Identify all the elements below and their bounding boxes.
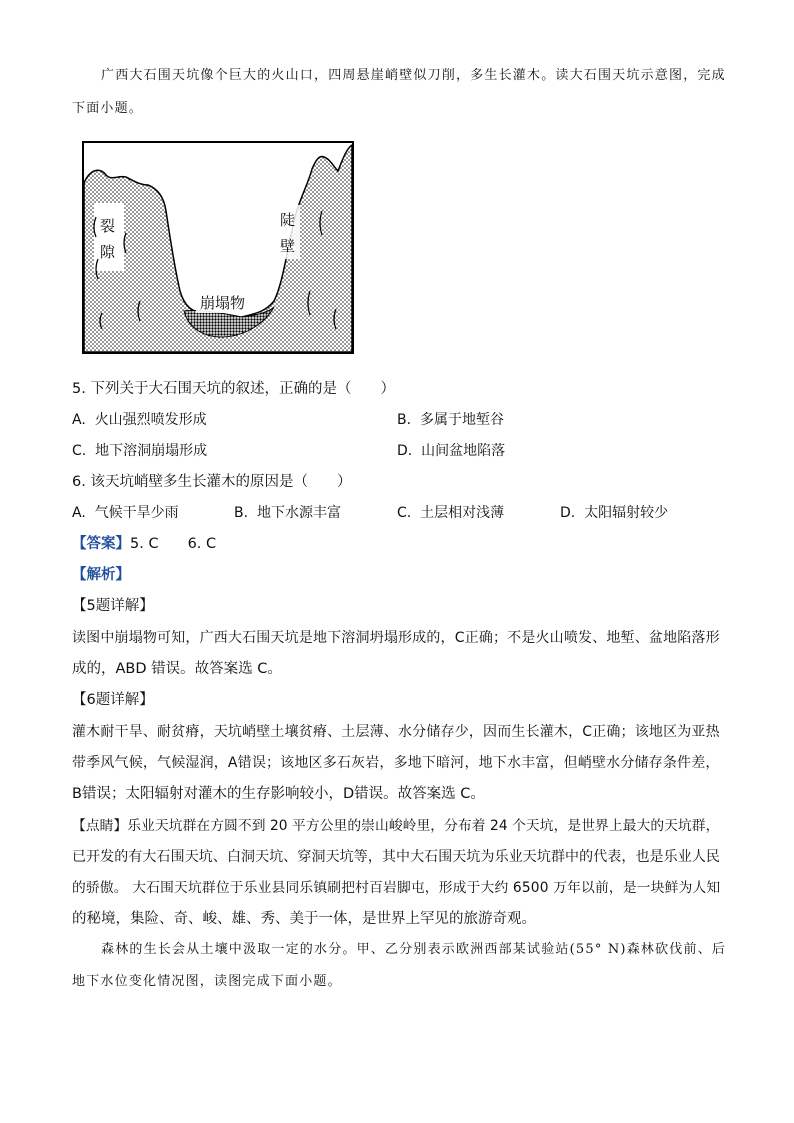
highlight-tag: 【点睛】 [72, 818, 128, 834]
debris-label: 崩塌物 [200, 294, 246, 312]
option-letter: C. [397, 505, 412, 521]
detail-6-heading: 【6题详解】 [72, 692, 154, 708]
option-letter: B. [234, 505, 249, 521]
detail-6-line-3: B错误；太阳辐射对灌木的生存影响较小，D错误。故答案选 C。 [72, 786, 485, 802]
option-letter: A. [72, 412, 86, 428]
analysis-heading [72, 565, 130, 585]
highlight-line-1 [72, 816, 719, 836]
option-text: 气候干旱少雨 [94, 505, 179, 521]
highlight-line-4: 的秘境，集险、奇、峻、雄、秀、美于一体，是世界上罕见的旅游奇观。 [72, 911, 536, 927]
option-text: 太阳辐射较少 [584, 505, 669, 521]
intro-line-1: 广西大石围天坑像个巨大的火山口，四周悬崖峭壁似刀削，多生长灌木。读大石围天坑示意图，完成 [101, 68, 726, 83]
intro-2-line-2: 地下水位变化情况图，读图完成下面小题。 [72, 974, 342, 989]
highlight-line-3: 的骄傲。 大石围天坑群位于乐业县同乐镇刷把村百岩脚屯，形成于大约 6500 万年以前，是一块鲜为人知 [72, 880, 721, 896]
intro-2-line-1: 森林的生长会从土壤中汲取一定的水分。甲、乙分别表示欧洲西部某试验站(55° N)森林砍伐前、后 [101, 942, 727, 957]
highlight-line-2: 已开发的有大石围天坑、白洞天坑、穿洞天坑等，其中大石围天坑为乐业天坑群中的代表，也是乐业人民 [72, 849, 720, 865]
option-text: 多属于地堑谷 [419, 412, 504, 428]
question-6-option-b [234, 503, 341, 523]
question-5-stem: 5. 下列关于大石围天坑的叙述，正确的是（ ） [72, 381, 395, 397]
answer-text: 5. C 6. C [130, 536, 217, 552]
question-5-option-d [397, 441, 505, 461]
highlight-text-1: 乐业天坑群在方圆不到 20 平方公里的崇山峻岭里，分布着 24 个天坑，是世界上最大的天坑群， [127, 818, 720, 834]
option-text: 土层相对浅薄 [420, 505, 505, 521]
analysis-tag: 【解析】 [72, 567, 130, 583]
option-text: 地下溶洞崩塌形成 [95, 443, 208, 459]
question-6-option-d [560, 503, 668, 523]
question-6-option-a [72, 503, 179, 523]
answer-tag: 【答案】 [72, 536, 130, 552]
crack-label-2: 隙 [100, 243, 116, 261]
question-5-option-c [72, 441, 207, 461]
tiankeng-diagram [82, 141, 354, 354]
detail-6-line-2: 带季风气候，气候湿润，A错误；该地区多石灰岩，多地下暗河，地下水丰富，但峭壁水分储存条件差， [72, 755, 720, 771]
cliff-label-2: 壁 [280, 237, 296, 255]
detail-5-line-1: 读图中崩塌物可知，广西大石围天坑是地下溶洞坍塌形成的，C正确；不是火山喷发、地堑、盆地陷落形 [72, 630, 720, 646]
intro-line-2: 下面小题。 [72, 101, 144, 116]
question-5-option-a [72, 410, 207, 430]
question-6-stem: 6. 该天坑峭壁多生长灌木的原因是（ ） [72, 474, 352, 490]
question-5-option-b [397, 410, 504, 430]
detail-5-line-2: 成的，ABD 错误。故答案选 C。 [72, 661, 282, 677]
option-letter: A. [72, 505, 86, 521]
cliff-label-1: 陡 [280, 211, 296, 229]
detail-5-heading: 【5题详解】 [72, 598, 154, 614]
question-6-option-c [397, 503, 504, 523]
answer-line [72, 534, 216, 554]
option-letter: D. [397, 443, 413, 459]
option-letter: C. [72, 443, 87, 459]
option-letter: D. [560, 505, 576, 521]
option-letter: B. [397, 412, 412, 428]
option-text: 火山强烈喷发形成 [94, 412, 207, 428]
detail-6-line-1: 灌木耐干旱、耐贫瘠，天坑峭壁土壤贫瘠、土层薄、水分储存少，因而生长灌木，C正确；该地区为亚热 [72, 724, 720, 740]
crack-label-1: 裂 [100, 217, 116, 235]
option-text: 地下水源丰富 [256, 505, 341, 521]
option-text: 山间盆地陷落 [421, 443, 506, 459]
